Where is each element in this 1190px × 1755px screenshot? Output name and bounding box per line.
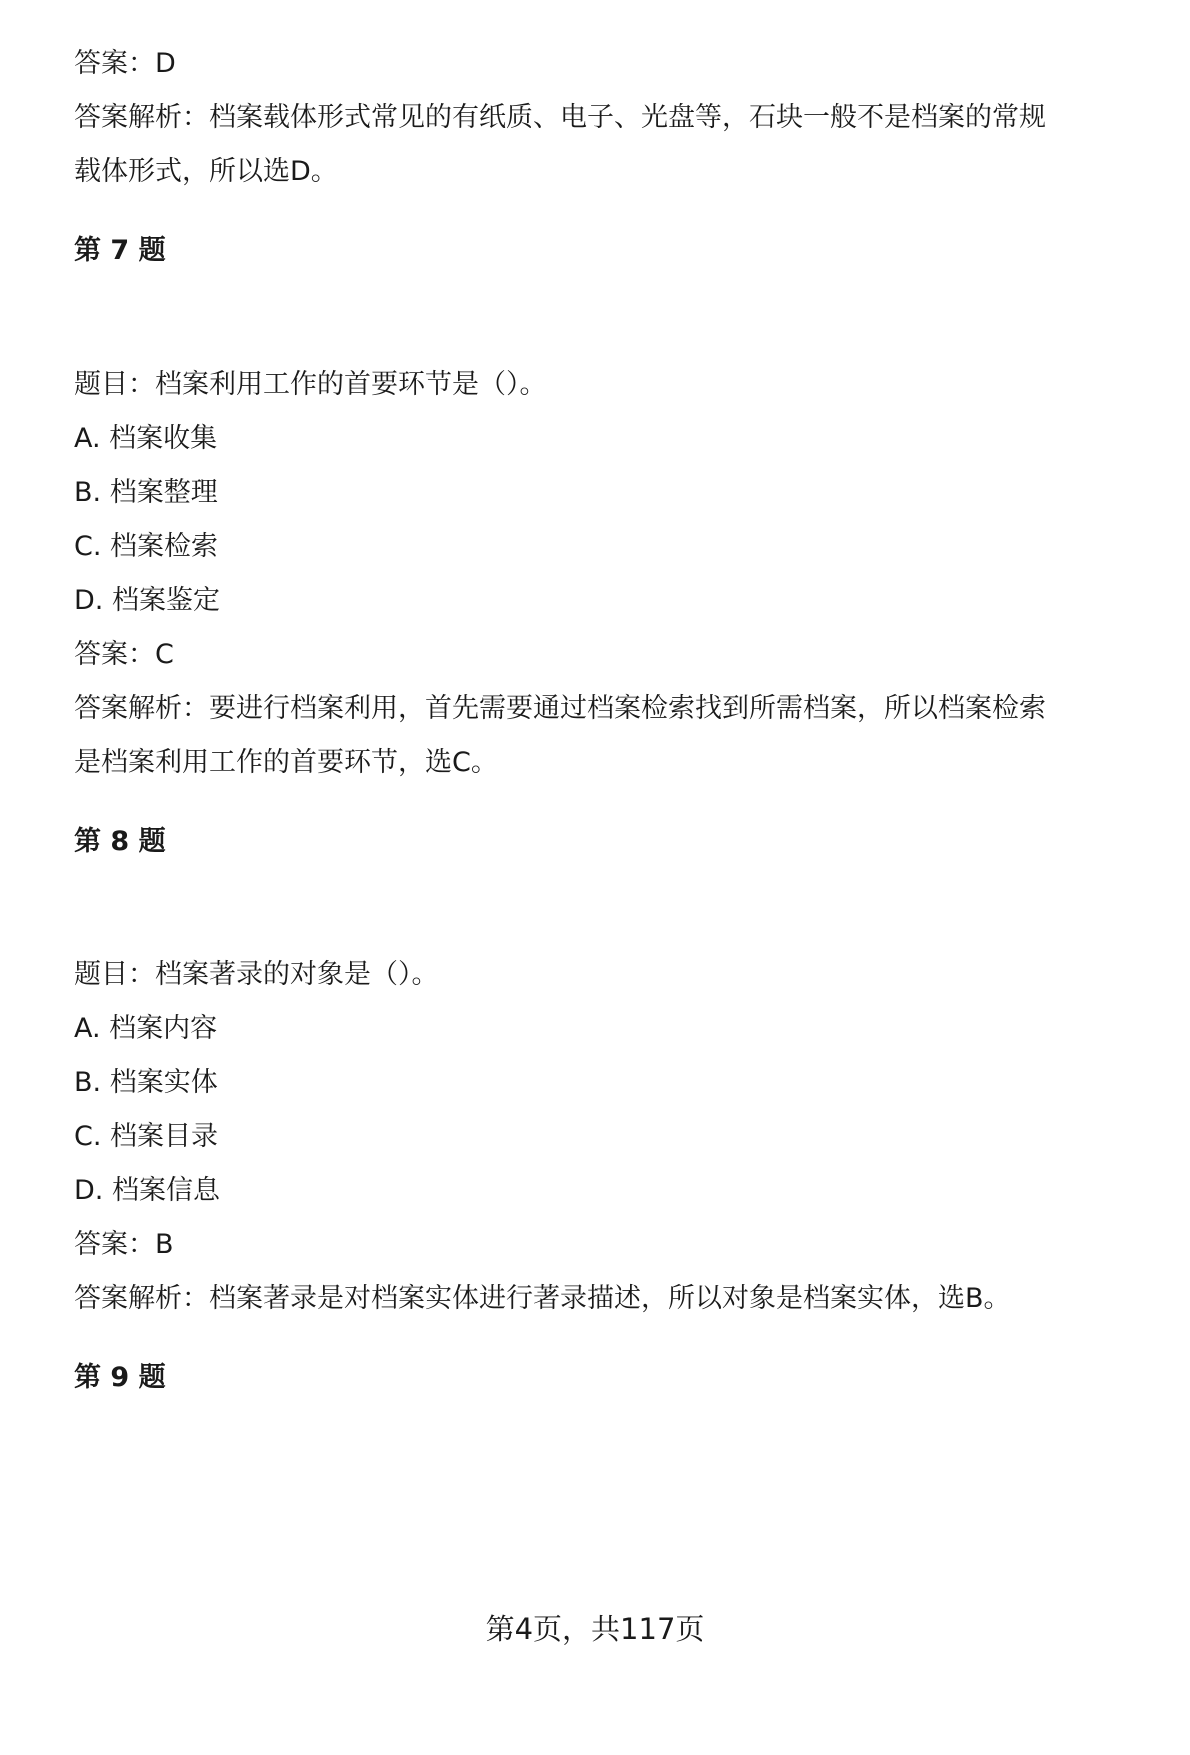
prev-answer: 答案：D [74,48,176,79]
question-8-option-a: A. 档案内容 [74,1013,218,1044]
question-7-option-b: B. 档案整理 [74,477,218,508]
question-8-option-b: B. 档案实体 [74,1067,218,1098]
page-number-footer: 第4页，共117页 [485,1612,705,1646]
question-8-answer: 答案：B [74,1229,174,1260]
question-8-option-c: C. 档案目录 [74,1121,219,1152]
question-7-analysis-line-2: 是档案利用工作的首要环节，选C。 [74,747,498,778]
question-7-text: 题目：档案利用工作的首要环节是（）。 [74,369,547,400]
question-7-option-d: D. 档案鉴定 [74,585,220,616]
question-7-answer: 答案：C [74,639,174,670]
question-7-analysis-line-1: 答案解析：要进行档案利用，首先需要通过档案检索找到所需档案，所以档案检索 [74,693,1046,724]
question-7-option-c: C. 档案检索 [74,531,219,562]
question-9-heading: 第 9 题 [74,1362,166,1393]
question-7-heading: 第 7 题 [74,235,166,266]
question-8-analysis-line-1: 答案解析：档案著录是对档案实体进行著录描述，所以对象是档案实体，选B。 [74,1283,1011,1314]
prev-analysis-line-1: 答案解析：档案载体形式常见的有纸质、电子、光盘等，石块一般不是档案的常规 [74,102,1046,133]
question-8-heading: 第 8 题 [74,826,166,857]
question-8-text: 题目：档案著录的对象是（）。 [74,959,439,990]
question-7-option-a: A. 档案收集 [74,423,218,454]
question-8-option-d: D. 档案信息 [74,1175,220,1206]
prev-analysis-line-2: 载体形式，所以选D。 [74,156,338,187]
